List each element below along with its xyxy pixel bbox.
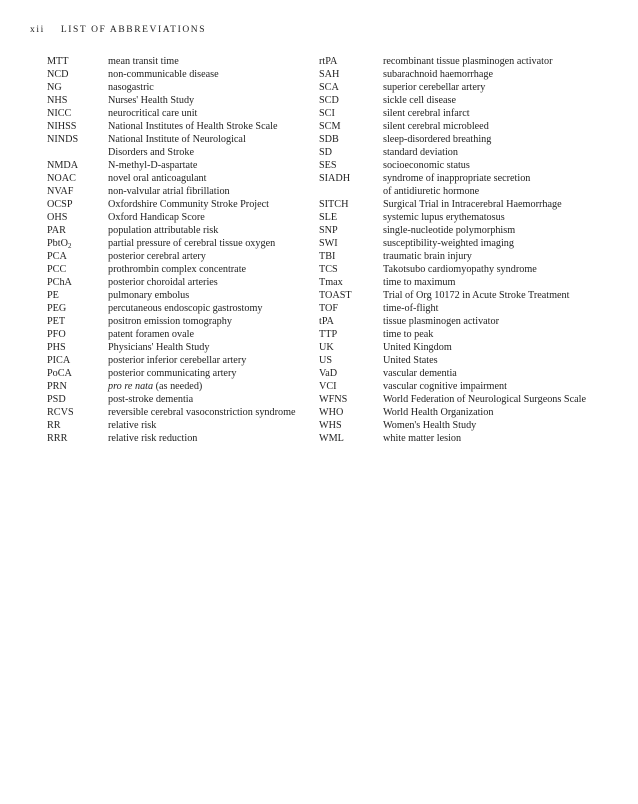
abbreviation-entry — [47, 94, 307, 107]
abbreviation-entry — [319, 146, 619, 159]
abbreviation-definition: sickle cell disease — [383, 95, 456, 106]
abbreviation-entry — [47, 432, 307, 445]
abbreviation-term: NICC — [47, 108, 72, 119]
running-head — [30, 25, 206, 35]
abbreviation-term: TOF — [319, 303, 339, 314]
abbreviation-term-subscript: 2 — [67, 242, 72, 250]
abbreviation-entry — [319, 120, 619, 133]
abbreviation-definition: neurocritical care unit — [108, 108, 198, 119]
abbreviation-term: MTT — [47, 56, 69, 67]
abbreviation-term-main: PbtO — [47, 238, 68, 249]
abbreviation-entry — [319, 380, 619, 393]
abbreviation-term: RCVS — [47, 407, 74, 418]
abbreviation-list-right — [319, 55, 619, 445]
abbreviation-definition: syndrome of inappropriate secretion of antidiuretic hormone — [383, 173, 531, 197]
abbreviation-term: TBI — [319, 251, 336, 262]
abbreviation-definition: posterior cerebral artery — [108, 251, 206, 262]
abbreviation-entry — [47, 367, 307, 380]
abbreviation-term: SAH — [319, 69, 340, 80]
abbreviation-term: TCS — [319, 264, 338, 275]
abbreviation-definition: time to maximum — [383, 277, 456, 288]
abbreviation-entry — [47, 107, 307, 120]
abbreviation-entry — [47, 185, 307, 198]
abbreviation-definition: susceptibility-weighted imaging — [383, 238, 514, 249]
abbreviation-term: Tmax — [319, 277, 343, 288]
abbreviation-term: SWI — [319, 238, 338, 249]
abbreviation-term: SCM — [319, 121, 341, 132]
abbreviation-entry — [47, 419, 307, 432]
abbreviation-entry — [319, 341, 619, 354]
abbreviation-entry — [47, 237, 307, 250]
abbreviation-definition: Oxford Handicap Score — [108, 212, 205, 223]
abbreviation-term: TOAST — [319, 290, 352, 301]
abbreviation-entry — [47, 406, 307, 419]
abbreviation-term: NHS — [47, 95, 68, 106]
abbreviation-entry — [319, 354, 619, 367]
abbreviation-term: rtPA — [319, 56, 338, 67]
abbreviation-definition — [108, 380, 307, 393]
abbreviation-definition: partial pressure of cerebral tissue oxygen — [108, 238, 276, 249]
abbreviation-definition: prothrombin complex concentrate — [108, 264, 247, 275]
abbreviation-definition: United Kingdom — [383, 342, 452, 353]
abbreviation-term: SES — [319, 160, 337, 171]
abbreviation-entry — [319, 250, 619, 263]
abbreviation-term — [47, 237, 108, 250]
abbreviation-entry — [47, 289, 307, 302]
abbreviation-term: NIHSS — [47, 121, 77, 132]
abbreviation-term: OHS — [47, 212, 68, 223]
abbreviation-definition: silent cerebral microbleed — [383, 121, 489, 132]
abbreviation-entry — [319, 302, 619, 315]
abbreviation-entry — [319, 328, 619, 341]
abbreviation-term: PICA — [47, 355, 71, 366]
abbreviation-definition: single-nucleotide polymorphism — [383, 225, 516, 236]
abbreviation-term: PRN — [47, 381, 67, 392]
abbreviation-term: SCD — [319, 95, 339, 106]
abbreviation-definition: National Institute of Neurological Disorders and Stroke — [108, 134, 246, 158]
abbreviation-entry — [47, 328, 307, 341]
abbreviation-term: NMDA — [47, 160, 79, 171]
abbreviation-definition: socioeconomic status — [383, 160, 470, 171]
page-title: LIST OF ABBREVIATIONS — [60, 25, 207, 35]
abbreviation-entry — [319, 107, 619, 120]
abbreviation-term: UK — [319, 342, 334, 353]
abbreviation-entry — [319, 289, 619, 302]
abbreviation-definition: reversible cerebral vasoconstriction syndrome — [108, 407, 296, 418]
abbreviation-list-left — [47, 55, 307, 445]
abbreviation-term: SNP — [319, 225, 338, 236]
abbreviation-entry — [47, 315, 307, 328]
abbreviation-entry — [47, 159, 307, 172]
abbreviation-entry — [319, 276, 619, 289]
abbreviation-term: WHS — [319, 420, 342, 431]
abbreviation-term: WHO — [319, 407, 344, 418]
abbreviation-term: SITCH — [319, 199, 349, 210]
abbreviation-definition: positron emission tomography — [108, 316, 232, 327]
abbreviation-definition: relative risk reduction — [108, 433, 198, 444]
abbreviation-definition: Takotsubo cardiomyopathy syndrome — [383, 264, 537, 275]
abbreviation-definition: novel oral anticoagulant — [108, 173, 207, 184]
abbreviation-term: SD — [319, 147, 333, 158]
abbreviation-term: NVAF — [47, 186, 74, 197]
abbreviation-definition: superior cerebellar artery — [383, 82, 486, 93]
abbreviation-entry — [47, 211, 307, 224]
abbreviation-definition: N-methyl-D-aspartate — [108, 160, 198, 171]
abbreviation-term: SCA — [319, 82, 339, 93]
abbreviation-term: VaD — [319, 368, 338, 379]
abbreviation-definition: relative risk — [108, 420, 157, 431]
abbreviation-definition: silent cerebral infarct — [383, 108, 470, 119]
abbreviation-term: PCC — [47, 264, 67, 275]
abbreviation-term: NCD — [47, 69, 69, 80]
abbreviation-definition: traumatic brain injury — [383, 251, 472, 262]
abbreviation-entry — [319, 224, 619, 237]
abbreviation-definition: vascular dementia — [383, 368, 457, 379]
abbreviation-definition: post-stroke dementia — [108, 394, 194, 405]
abbreviation-definition: standard deviation — [383, 147, 458, 158]
abbreviation-definition: percutaneous endoscopic gastrostomy — [108, 303, 263, 314]
abbreviation-entry — [319, 172, 619, 198]
abbreviation-entry — [47, 224, 307, 237]
abbreviation-definition: non-valvular atrial fibrillation — [108, 186, 230, 197]
abbreviation-term: NOAC — [47, 173, 76, 184]
definition-rest: (as needed) — [153, 381, 203, 392]
abbreviation-entry — [319, 367, 619, 380]
abbreviation-term: SLE — [319, 212, 338, 223]
abbreviation-term: VCI — [319, 381, 337, 392]
abbreviation-definition: Trial of Org 10172 in Acute Stroke Treatment — [383, 290, 570, 301]
abbreviation-entry — [47, 354, 307, 367]
abbreviation-term: PET — [47, 316, 66, 327]
abbreviation-term: WFNS — [319, 394, 348, 405]
abbreviation-entry — [319, 406, 619, 419]
abbreviation-entry — [319, 237, 619, 250]
abbreviation-definition: National Institutes of Health Stroke Scale — [108, 121, 278, 132]
abbreviation-definition: vascular cognitive impairment — [383, 381, 507, 392]
abbreviation-entry — [319, 315, 619, 328]
abbreviation-definition: non-communicable disease — [108, 69, 219, 80]
abbreviation-entry — [319, 211, 619, 224]
abbreviation-entry — [319, 133, 619, 146]
abbreviation-entry — [47, 380, 307, 393]
abbreviation-definition: Surgical Trial in Intracerebral Haemorrhage — [383, 199, 562, 210]
abbreviation-definition: World Federation of Neurological Surgeons Scale — [383, 394, 586, 405]
abbreviation-term: PSD — [47, 394, 66, 405]
abbreviation-definition: subarachnoid haemorrhage — [383, 69, 494, 80]
abbreviation-definition: pulmonary embolus — [108, 290, 190, 301]
abbreviation-term: PCA — [47, 251, 67, 262]
abbreviation-entry — [319, 81, 619, 94]
abbreviation-term: TTP — [319, 329, 338, 340]
abbreviation-definition: systemic lupus erythematosus — [383, 212, 505, 223]
abbreviation-entry — [319, 263, 619, 276]
abbreviation-entry — [47, 198, 307, 211]
abbreviation-entry — [319, 68, 619, 81]
abbreviation-term: OCSP — [47, 199, 73, 210]
abbreviation-term: PEG — [47, 303, 67, 314]
abbreviation-entry — [47, 172, 307, 185]
abbreviation-definition: patent foramen ovale — [108, 329, 194, 340]
abbreviation-entry — [319, 393, 619, 406]
abbreviation-term: PChA — [47, 277, 72, 288]
abbreviation-term: PHS — [47, 342, 66, 353]
abbreviation-entry — [47, 393, 307, 406]
definition-italic: pro re nata — [108, 381, 154, 392]
abbreviation-term: SDB — [319, 134, 339, 145]
abbreviation-definition: posterior choroidal arteries — [108, 277, 218, 288]
abbreviation-term: WML — [319, 433, 344, 444]
abbreviation-definition: Physicians' Health Study — [108, 342, 210, 353]
abbreviation-definition: white matter lesion — [383, 433, 462, 444]
abbreviation-term: US — [319, 355, 333, 366]
abbreviation-entry — [319, 94, 619, 107]
abbreviation-entry — [319, 55, 619, 68]
abbreviation-entry — [47, 341, 307, 354]
abbreviation-definition: mean transit time — [108, 56, 179, 67]
abbreviation-definition: posterior inferior cerebellar artery — [108, 355, 247, 366]
abbreviation-definition: Oxfordshire Community Stroke Project — [108, 199, 270, 210]
page-number: xii — [30, 25, 45, 35]
abbreviation-term: SCI — [319, 108, 335, 119]
abbreviation-entry — [47, 55, 307, 68]
abbreviation-entry — [47, 133, 307, 159]
abbreviation-entry — [319, 432, 619, 445]
abbreviation-term: tPA — [319, 316, 334, 327]
abbreviation-entry — [47, 302, 307, 315]
abbreviation-definition: United States — [383, 355, 438, 366]
abbreviation-definition: recombinant tissue plasminogen activator — [383, 56, 553, 67]
abbreviation-definition: posterior communicating artery — [108, 368, 237, 379]
abbreviation-term: NINDS — [47, 134, 79, 145]
abbreviation-entry — [319, 198, 619, 211]
abbreviation-entry — [47, 81, 307, 94]
abbreviation-definition: sleep-disordered breathing — [383, 134, 492, 145]
abbreviation-term: PoCA — [47, 368, 72, 379]
abbreviation-definition: population attributable risk — [108, 225, 219, 236]
abbreviation-term: SIADH — [319, 173, 351, 184]
abbreviation-definition: time to peak — [383, 329, 434, 340]
abbreviation-definition: time-of-flight — [383, 303, 439, 314]
abbreviation-term: NG — [47, 82, 62, 93]
abbreviation-entry — [319, 419, 619, 432]
abbreviation-term: RR — [47, 420, 61, 431]
abbreviation-term: RRR — [47, 433, 68, 444]
abbreviation-entry — [47, 120, 307, 133]
abbreviation-entry — [47, 263, 307, 276]
abbreviation-definition: nasogastric — [108, 82, 154, 93]
abbreviation-definition: Nurses' Health Study — [108, 95, 195, 106]
abbreviation-entry — [47, 276, 307, 289]
abbreviation-term: PAR — [47, 225, 66, 236]
abbreviation-definition: tissue plasminogen activator — [383, 316, 499, 327]
abbreviation-entry — [47, 250, 307, 263]
abbreviation-entry — [47, 68, 307, 81]
abbreviation-definition: Women's Health Study — [383, 420, 477, 431]
abbreviation-term: PFO — [47, 329, 66, 340]
abbreviation-definition: World Health Organization — [383, 407, 494, 418]
abbreviation-entry — [319, 159, 619, 172]
abbreviation-term: PE — [47, 290, 59, 301]
